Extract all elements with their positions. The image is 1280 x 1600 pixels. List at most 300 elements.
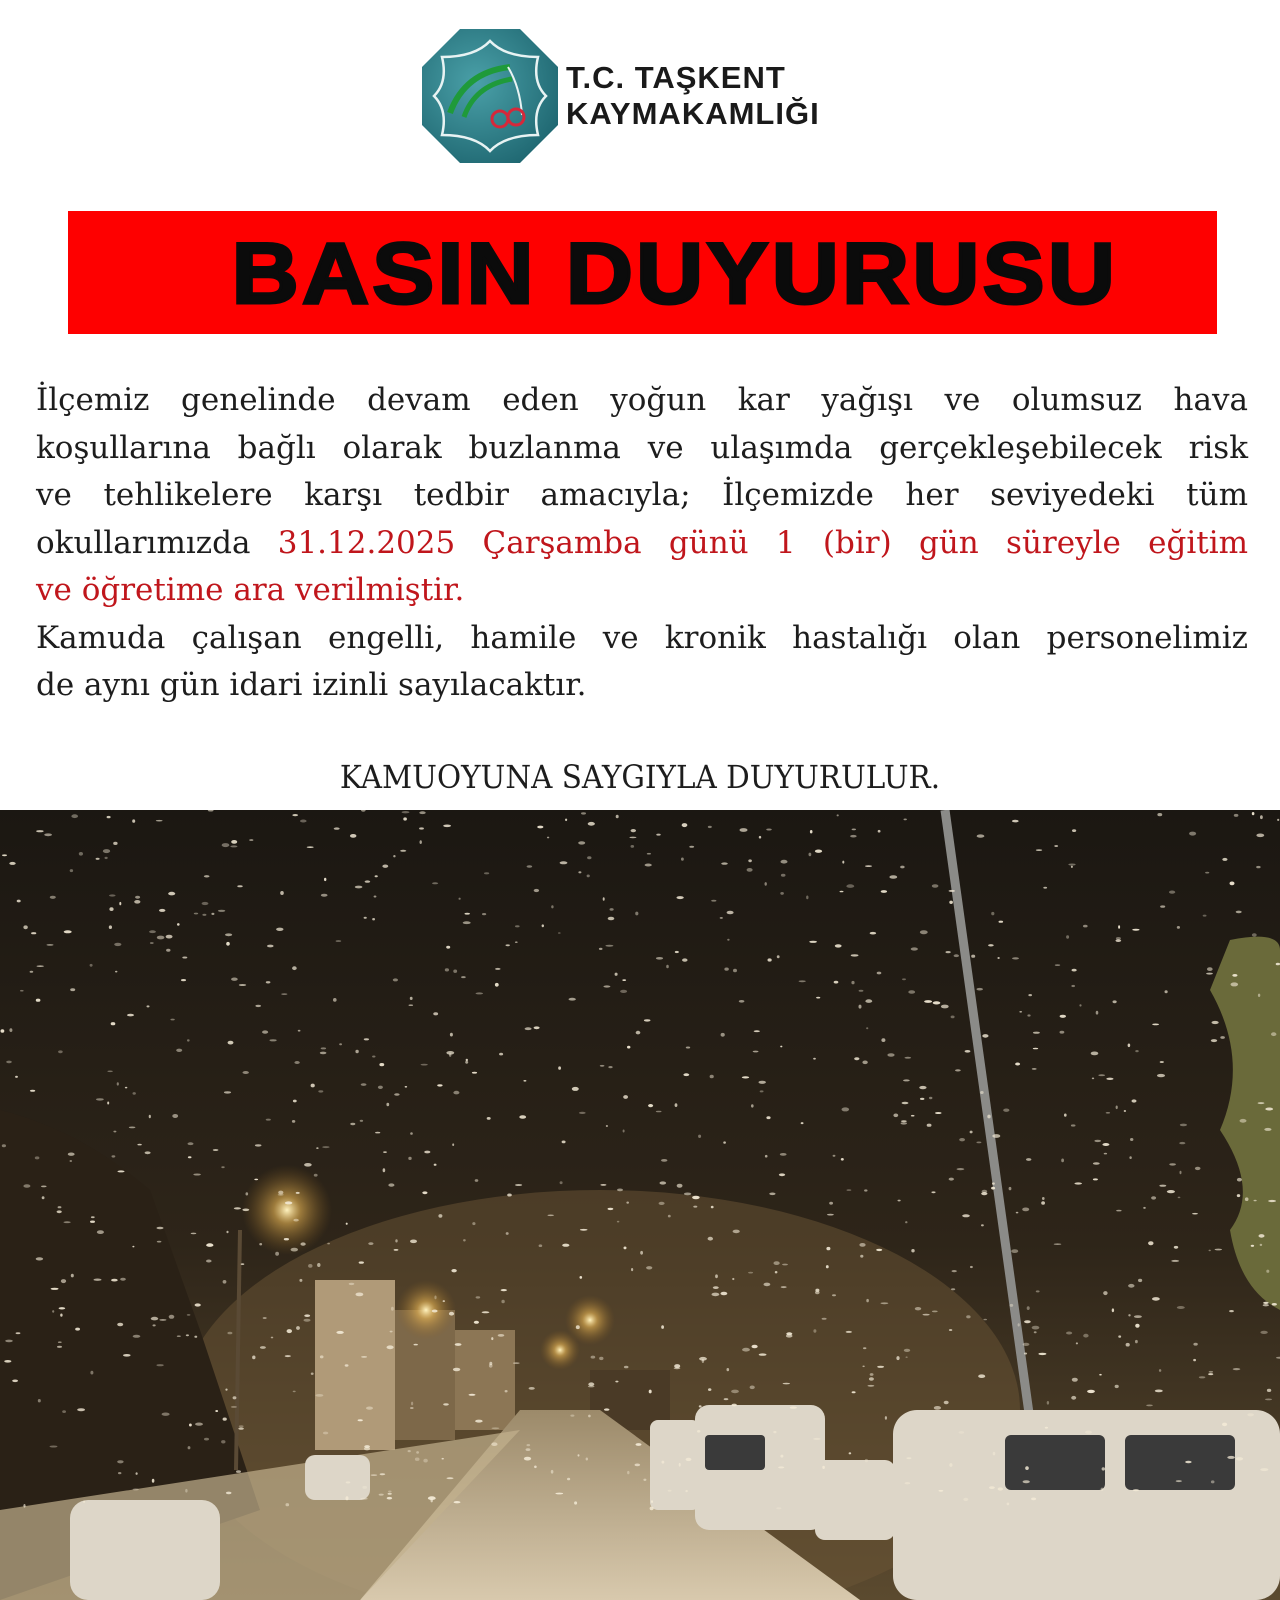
snowflake [109,907,113,911]
snowflake [187,1039,190,1041]
snowflake [482,1311,490,1313]
snowflake [475,1420,482,1423]
snowflake [372,918,375,920]
snowflake [35,1156,40,1159]
snowflake [1071,866,1073,868]
snowflake [113,842,117,845]
snowflake [710,1075,714,1079]
snowflake [537,826,543,829]
snowflake [506,1232,509,1235]
snowflake [708,1237,713,1241]
snowflake [446,946,450,949]
snowflake [525,1027,532,1030]
snowflake [624,1366,629,1369]
org-line-1: T.C. TAŞKENT [566,60,786,95]
snowflake [689,846,694,848]
snowflake [620,990,627,993]
snowflake [870,932,876,935]
snowflake [339,1043,342,1045]
snowflake [781,860,788,864]
snowflake [991,1187,995,1190]
snowflake [837,814,839,816]
snowflake [869,1377,874,1380]
snowflake [117,1082,119,1085]
snowflake [1093,1178,1098,1180]
snowflake [1232,974,1237,977]
snowflake [881,1038,885,1042]
snowflake [193,1174,201,1176]
snowflake [1152,1297,1160,1301]
org-line-2: KAYMAKAMLIĞI [566,96,820,131]
snowflake [558,932,561,934]
snowflake [221,1166,224,1168]
snowflake [515,1184,522,1186]
snowflake [292,966,297,970]
snowflake [809,941,817,943]
snowflake [962,1214,970,1217]
snowflake [944,1401,949,1404]
snowflake [1102,1467,1105,1470]
snowflake [987,1115,990,1119]
snowflake [976,1142,981,1144]
snowflake [443,1300,445,1302]
snowflake [693,1206,697,1208]
snowflake [316,1147,318,1149]
snowflake [859,1005,862,1009]
snowflake [1159,1185,1166,1187]
snowflake [431,1498,433,1502]
snowflake [475,1179,479,1182]
snowflake [387,1345,394,1349]
snowflake [775,1271,778,1273]
snowflake [4,1360,11,1363]
snowflake [1116,1106,1118,1110]
snowflake [1160,905,1165,907]
snowflake [686,1458,692,1461]
snowflake [16,1332,21,1334]
snowflake [350,834,356,838]
snowflake [560,861,568,864]
snowflake [731,1390,739,1394]
snowflake [951,1016,955,1019]
snowflake [1011,1249,1018,1253]
snowflake [181,979,186,981]
snowflake [218,910,225,912]
snowflake [226,1231,228,1233]
snowflake [371,1474,378,1476]
snowflake [157,1241,162,1243]
snowflake [498,1334,505,1337]
snowflake [723,1141,726,1143]
snowflake [902,1102,909,1104]
snowflake [23,1184,30,1188]
snowflake [455,1343,462,1346]
snowflake [1038,1353,1046,1355]
snowflake [827,1214,834,1216]
snowflake [118,1472,121,1474]
snowflake [1032,1068,1037,1070]
snowflake [977,834,985,837]
snowflake [151,1317,158,1321]
snowflake [410,1407,414,1409]
snowflake [901,1120,907,1122]
snowflake [402,811,410,813]
snowflake [195,1303,201,1306]
snowflake [992,1182,995,1184]
snowflake [239,984,246,986]
snowflake [96,1098,104,1100]
snowflake [157,1227,164,1230]
snowflake [1026,1158,1031,1161]
snowflake [1072,829,1076,832]
snowflake [1263,1304,1269,1306]
snowflake [859,990,864,992]
snowflake [1199,1376,1206,1378]
snowflake [1079,1004,1081,1006]
snowflake [388,1491,392,1493]
snowflake [311,1084,315,1088]
snowflake [61,1279,66,1283]
snowflake [685,1490,687,1492]
snowflake [661,1159,667,1162]
snowflake [358,1419,363,1421]
snowflake [114,943,121,946]
snowflake [1222,1423,1227,1427]
snowflake [149,930,156,933]
snowflake [489,1364,493,1368]
snowflake [1054,1243,1062,1245]
snowflake [778,1466,784,1468]
snowflake [59,1307,66,1309]
snowflake [50,1446,58,1448]
snowflake [285,1201,292,1204]
snowflake [515,925,520,927]
snowflake [375,875,378,877]
snowflake [681,858,684,861]
snowflake [133,1092,136,1095]
snowflake [846,884,854,888]
snowflake [578,1454,580,1456]
snowflake [1066,1332,1072,1335]
snowflake [1157,1074,1165,1077]
snowflake [202,902,209,905]
snowflake [640,1251,643,1255]
snowflake [576,1325,580,1329]
snowflake [291,1248,298,1252]
snowflake [708,826,712,828]
snowflake [293,1391,296,1393]
snowflake [90,1221,95,1223]
snowflake [107,1102,109,1105]
snowflake [1092,1078,1094,1080]
snowflake [227,1332,232,1335]
snowflake [249,839,253,841]
body-text: ve tehlikelere karşı tedbir amacıyla; İlçemizde her seviyedeki tüm [36,477,1248,513]
snowflake [1193,1359,1196,1361]
snowflake [194,1336,197,1338]
snowflake [866,1027,868,1029]
snowflake [661,1325,664,1329]
snowflake [304,1319,311,1322]
snowflake [711,1206,714,1209]
press-release-banner [68,211,1217,334]
snowflake [259,1243,262,1245]
snowflake [44,833,52,836]
snowflake [1060,1031,1065,1034]
snowflake [1130,1138,1133,1141]
snowflake [75,1328,80,1331]
snowflake [959,1431,965,1434]
snowflake [1022,1208,1029,1212]
snowflake [403,817,407,820]
snowflake [581,812,586,814]
snowflake [801,1122,804,1124]
snowflake [1128,1314,1130,1316]
snowflake [1265,1399,1272,1401]
snowflake [878,830,881,833]
snowflake [1101,1488,1104,1491]
snowflake [452,1143,454,1146]
snowflake [300,820,307,823]
snowflake [759,836,761,839]
snowflake [1033,1032,1040,1034]
snowflake [254,1179,258,1181]
snowflake [420,840,422,844]
snowflake [939,1490,944,1492]
snowflake [863,1347,866,1349]
snowflake [1118,925,1120,929]
snowflake [276,928,283,931]
snowflake [366,1407,373,1410]
snowflake [1159,1369,1161,1372]
snowflake [739,1000,745,1003]
snowflake [799,980,806,982]
snowflake [466,1059,468,1061]
snowflake [149,1115,151,1118]
snowflake [965,1050,971,1053]
snowflake [94,1279,102,1281]
snowflake [1151,1196,1156,1199]
snowflake [1093,1162,1100,1165]
snowflake [551,1470,554,1474]
snowflake [765,1155,768,1158]
body-text: Kamuda çalışan engelli, hamile ve kronik hastalığı olan personelimiz [36,619,1248,656]
snowflake [301,1242,306,1245]
snowflake [608,1208,614,1210]
snowflake [904,1349,910,1352]
snowflake [721,1033,725,1037]
snowflake [692,1196,700,1199]
snowflake [1071,1124,1076,1126]
snowflake [1128,1044,1131,1048]
snowflake [748,1272,753,1274]
snowflake [949,1329,952,1331]
snowflake [314,1174,318,1177]
snowflake [12,1380,18,1383]
snowflake [231,978,238,981]
snowflake [893,1114,898,1118]
snowflake [1133,1489,1139,1491]
closing-statement: KAMUOYUNA SAYGIYLA DUYURULUR. [339,758,941,796]
snowflake [234,1207,241,1209]
snowflake [1206,973,1213,975]
snowflake [1138,1279,1142,1282]
snowflake [1094,1140,1101,1142]
snowflake [539,1244,543,1247]
snowflake [643,1479,646,1481]
snowflake [608,917,615,921]
snowflake [1072,969,1077,972]
snowflake [1231,982,1239,986]
snowflake [255,1144,262,1146]
snowflake [1023,1343,1030,1346]
snowflake [1007,1503,1010,1506]
snowflake [223,1418,227,1421]
snowflake [627,1046,630,1049]
snowflake [1212,1021,1219,1024]
snowflake [526,1448,531,1451]
snowflake [484,872,489,874]
snowflake [551,905,553,908]
snowflake [810,830,813,833]
snowflake [423,1459,427,1463]
snowflake [524,1457,531,1461]
snowflake [162,1413,170,1416]
snowflake [656,957,663,960]
snowflake [932,884,939,887]
snowflake [362,1486,367,1489]
snowflake [656,1111,662,1113]
snowflake [920,1098,924,1100]
snowflake [760,1090,764,1092]
snowflake [115,971,117,973]
snowflake [949,890,956,892]
kaymakamlik-logo-icon [420,27,560,165]
snowflake [360,1120,363,1122]
snowflake [109,894,116,896]
snowflake [911,1249,914,1252]
snowflake [20,990,24,992]
snowflake [304,1314,310,1317]
snowflake [1009,1187,1012,1190]
snowflake [386,1103,389,1106]
snowflake [1027,1014,1030,1016]
snowflake [1177,1306,1185,1309]
snowflake [901,1122,907,1124]
snowflake [294,1061,299,1064]
snowflake [349,1283,355,1285]
snowflake [896,1356,899,1360]
snowflake [474,1321,479,1324]
snowflake [411,1402,413,1406]
snowflake [934,1406,941,1410]
snowflake [748,859,752,862]
snowflake [877,972,882,975]
snowflake [113,1131,116,1133]
snowflake [185,1489,187,1493]
snowflake [38,1399,41,1402]
body-text: de aynı gün idari izinli sayılacaktır. [36,667,587,703]
snowflake [472,1222,475,1225]
snowflake [534,1026,540,1029]
snowflake [1135,1340,1138,1343]
snowflake [773,1431,776,1433]
snowflake [1116,939,1122,942]
snowflake [15,1076,18,1078]
snowflake [64,930,72,933]
snowflake [980,1091,984,1094]
snowflake [170,1019,174,1021]
snowflake [285,1355,291,1357]
snowflake [1152,1024,1159,1026]
snowflake [159,909,165,912]
snowflake [659,1202,665,1205]
snowflake [1018,1323,1020,1326]
snowflake [1135,1050,1138,1052]
snowflake [336,1331,343,1334]
snowflake [908,990,915,994]
snowflake [60,1314,62,1317]
snowflake [862,1366,864,1368]
snowflake [636,1443,642,1446]
snowflake [187,1314,191,1316]
snowflake [383,1151,387,1153]
snowflake [177,1335,181,1337]
snowflake [732,1278,734,1280]
snowflake [949,1178,954,1181]
snowflake [97,1230,104,1234]
snowflake [523,1080,526,1082]
snowflake [999,921,1004,923]
snowflake [603,897,605,901]
snowflake [885,1416,887,1420]
snowflake [204,875,210,877]
snowflake [318,1090,323,1092]
snowflake [221,1440,225,1443]
snowflake [394,1093,399,1095]
snowflake [226,942,230,946]
snowflake [62,1410,66,1413]
snowflake [166,935,173,939]
snowflake [1,1029,5,1033]
snowflake [30,971,34,973]
snowflake [1098,1074,1105,1076]
snowflake [1027,1306,1030,1310]
snowflake [765,882,767,886]
body-text: okullarımızda [36,524,278,561]
snowflake [50,896,56,899]
snowflake [684,1193,691,1196]
snowflake [443,825,451,828]
snowflake [774,1261,780,1265]
snowflake [361,1083,367,1086]
snowflake [206,1260,212,1263]
snowflake [750,1386,755,1390]
snowflake [1252,812,1255,815]
snowflake [742,1076,749,1078]
snowflake [1252,933,1257,936]
snowflake [920,930,928,934]
snowflake [463,921,471,924]
snowflake [1045,1427,1048,1429]
snowflake [224,1091,231,1093]
snowflake [1085,1431,1092,1434]
snowflake [30,1090,35,1092]
snowflake [267,945,274,948]
snowflake [186,1334,189,1336]
snowflake [1113,1000,1117,1003]
snowflake [365,880,370,882]
